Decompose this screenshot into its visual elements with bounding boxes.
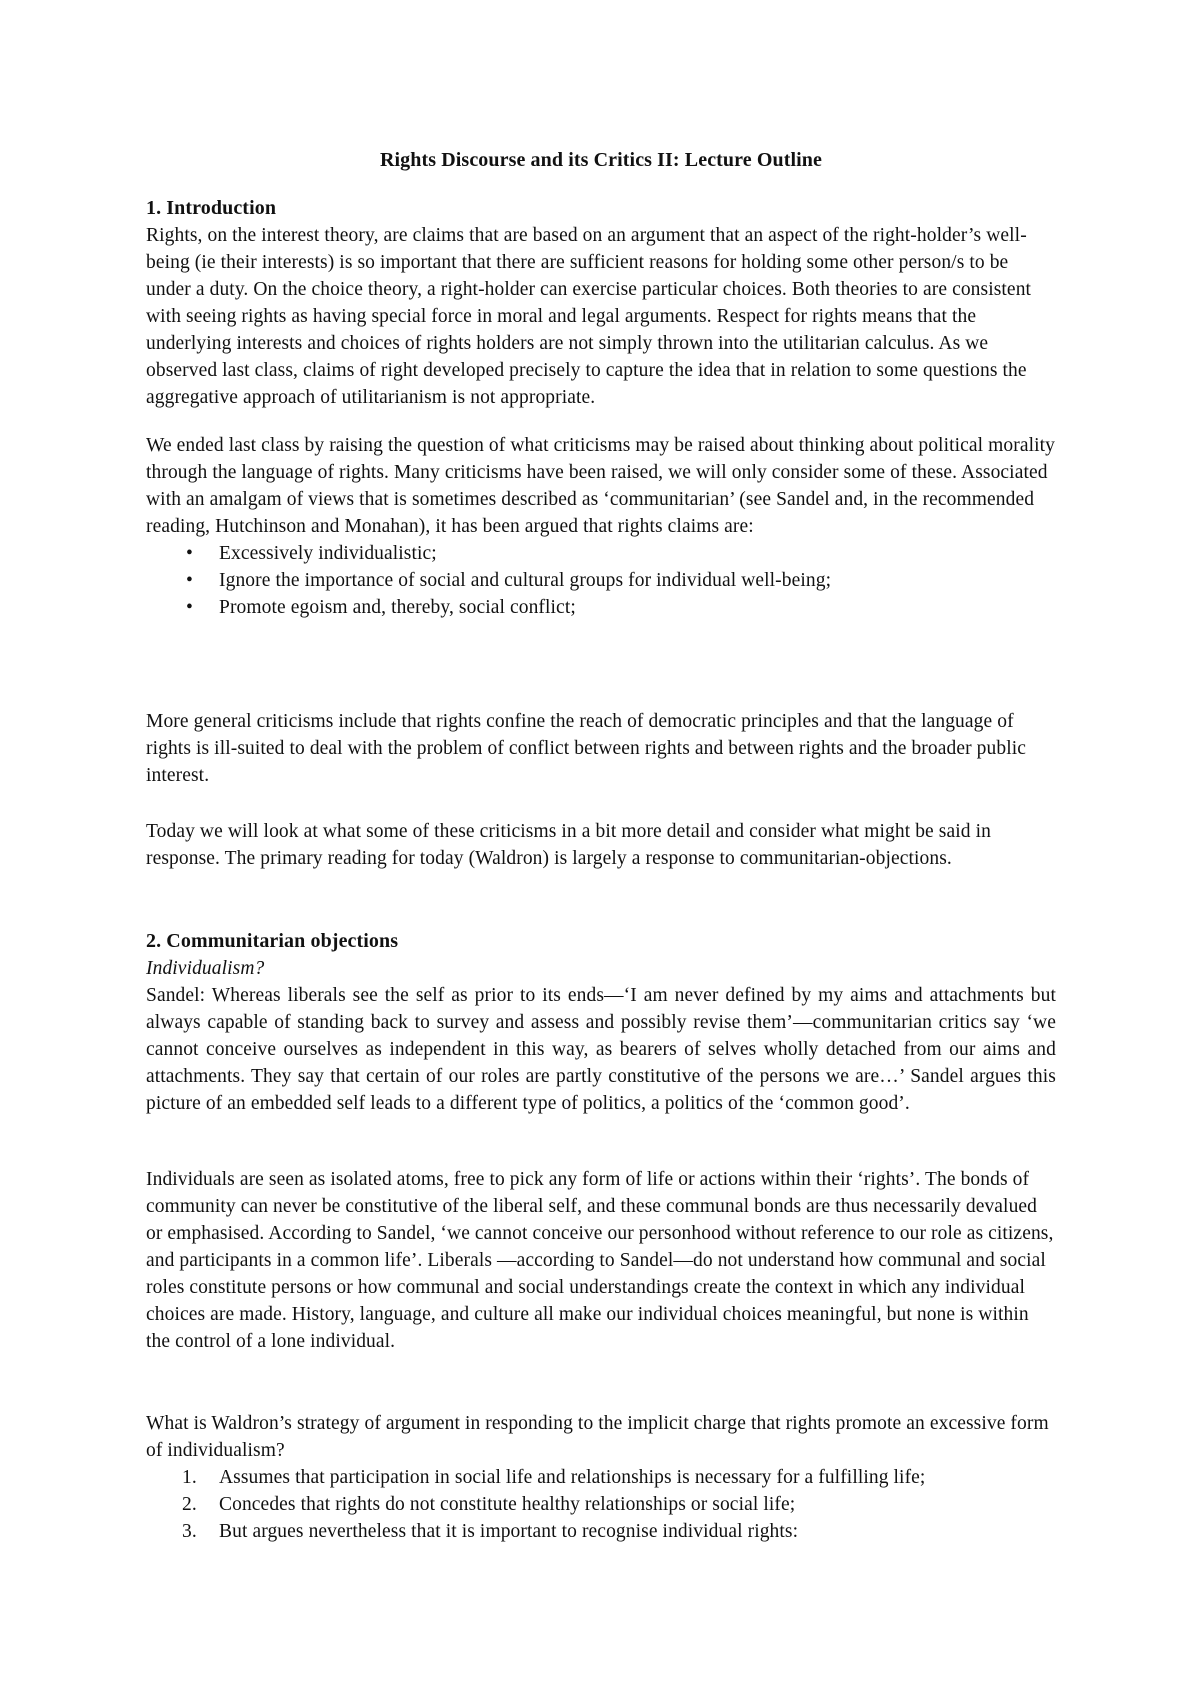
list-number: 2. xyxy=(182,1494,197,1515)
list-number: 1. xyxy=(182,1467,197,1488)
list-item: 3. But argues nevertheless that it is important to recognise individual rights: xyxy=(146,1518,1056,1545)
paragraph-block xyxy=(146,1166,1056,1355)
subheading: Individualism? xyxy=(146,958,265,979)
bullet-list xyxy=(146,540,1056,621)
list-item: 1. Assumes that participation in social life and relationships is necessary for a fulfilling life; xyxy=(146,1464,1056,1491)
bullet-icon: • xyxy=(186,543,193,564)
section-heading: 2. Communitarian objections xyxy=(146,930,399,952)
bullet-icon: • xyxy=(186,597,193,618)
bullet-icon: • xyxy=(186,570,193,591)
paragraph: What is Waldron’s strategy of argument in responding to the implicit charge that rights promote an excessive form of individualism? xyxy=(146,1413,1049,1461)
section-introduction-cont xyxy=(146,432,1056,621)
paragraph-block xyxy=(146,1410,1056,1545)
paragraph: Sandel: Whereas liberals see the self as prior to its ends—‘I am never defined by my aims and attachments but always capable of standing back to survey and assess and possibly revise them’—communitarian critics say ‘we cannot conceive ourselves as independent in this way, as bearers of selves wholly detached from our aims and attachments. They say that certain of our roles are partly constitutive of the persons we are…’ Sandel argues this picture of an embedded self leads to a different type of politics, a politics of the ‘common good’. xyxy=(146,985,1056,1114)
list-item: • Promote egoism and, thereby, social conflict; xyxy=(146,594,1056,621)
section-communitarian-objections xyxy=(146,928,1056,1117)
paragraph: We ended last class by raising the question of what criticisms may be raised about thinking about political morality through the language of rights. Many criticisms have been raised, we will only consider some of these. Associated with an amalgam of views that is sometimes described as ‘communitarian’ (see Sandel and, in the recommended reading, Hutchinson and Monahan), it has been argued that rights claims are: xyxy=(146,435,1055,537)
numbered-list xyxy=(146,1464,1056,1545)
section-introduction xyxy=(146,195,1056,411)
paragraph: Today we will look at what some of these criticisms in a bit more detail and consider what might be said in response. The primary reading for today (Waldron) is largely a response to communitarian-objections. xyxy=(146,821,991,869)
paragraph-block xyxy=(146,818,1056,872)
page-title: Rights Discourse and its Critics II: Lecture Outline xyxy=(379,149,823,171)
list-item: • Excessively individualistic; xyxy=(146,540,1056,567)
paragraph: Rights, on the interest theory, are claims that are based on an argument that an aspect of the right-holder’s well-being (ie their interests) is so important that there are sufficient reasons for holding some other person/s to be under a duty. On the choice theory, a right-holder can exercise particular choices. Both theories to are consistent with seeing rights as having special force in moral and legal arguments. Respect for rights means that the underlying interests and choices of rights holders are not simply thrown into the utilitarian calculus. As we observed last class, claims of right developed precisely to capture the idea that in relation to some questions the aggregative approach of utilitarianism is not appropriate. xyxy=(146,225,1032,408)
paragraph-block xyxy=(146,708,1056,789)
list-item: 2. Concedes that rights do not constitute healthy relationships or social life; xyxy=(146,1491,1056,1518)
list-number: 3. xyxy=(182,1521,197,1542)
list-item: • Ignore the importance of social and cultural groups for individual well-being; xyxy=(146,567,1056,594)
section-heading: 1. Introduction xyxy=(146,197,277,219)
paragraph: Individuals are seen as isolated atoms, free to pick any form of life or actions within their ‘rights’. The bonds of community can never be constitutive of the liberal self, and these communal bonds are thus necessarily devalued or emphasised. According to Sandel, ‘we cannot conceive our personhood without reference to our role as citizens, and participants in a common life’. Liberals —according to Sandel—do not understand how communal and social roles constitute persons or how communal and social understandings create the context in which any individual choices are made. History, language, and culture all make our individual choices meaningful, but none is within the control of a lone individual. xyxy=(146,1169,1054,1352)
paragraph: More general criticisms include that rights confine the reach of democratic principles and that the language of rights is ill-suited to deal with the problem of conflict between rights and between rights and the broader public interest. xyxy=(146,711,1027,786)
